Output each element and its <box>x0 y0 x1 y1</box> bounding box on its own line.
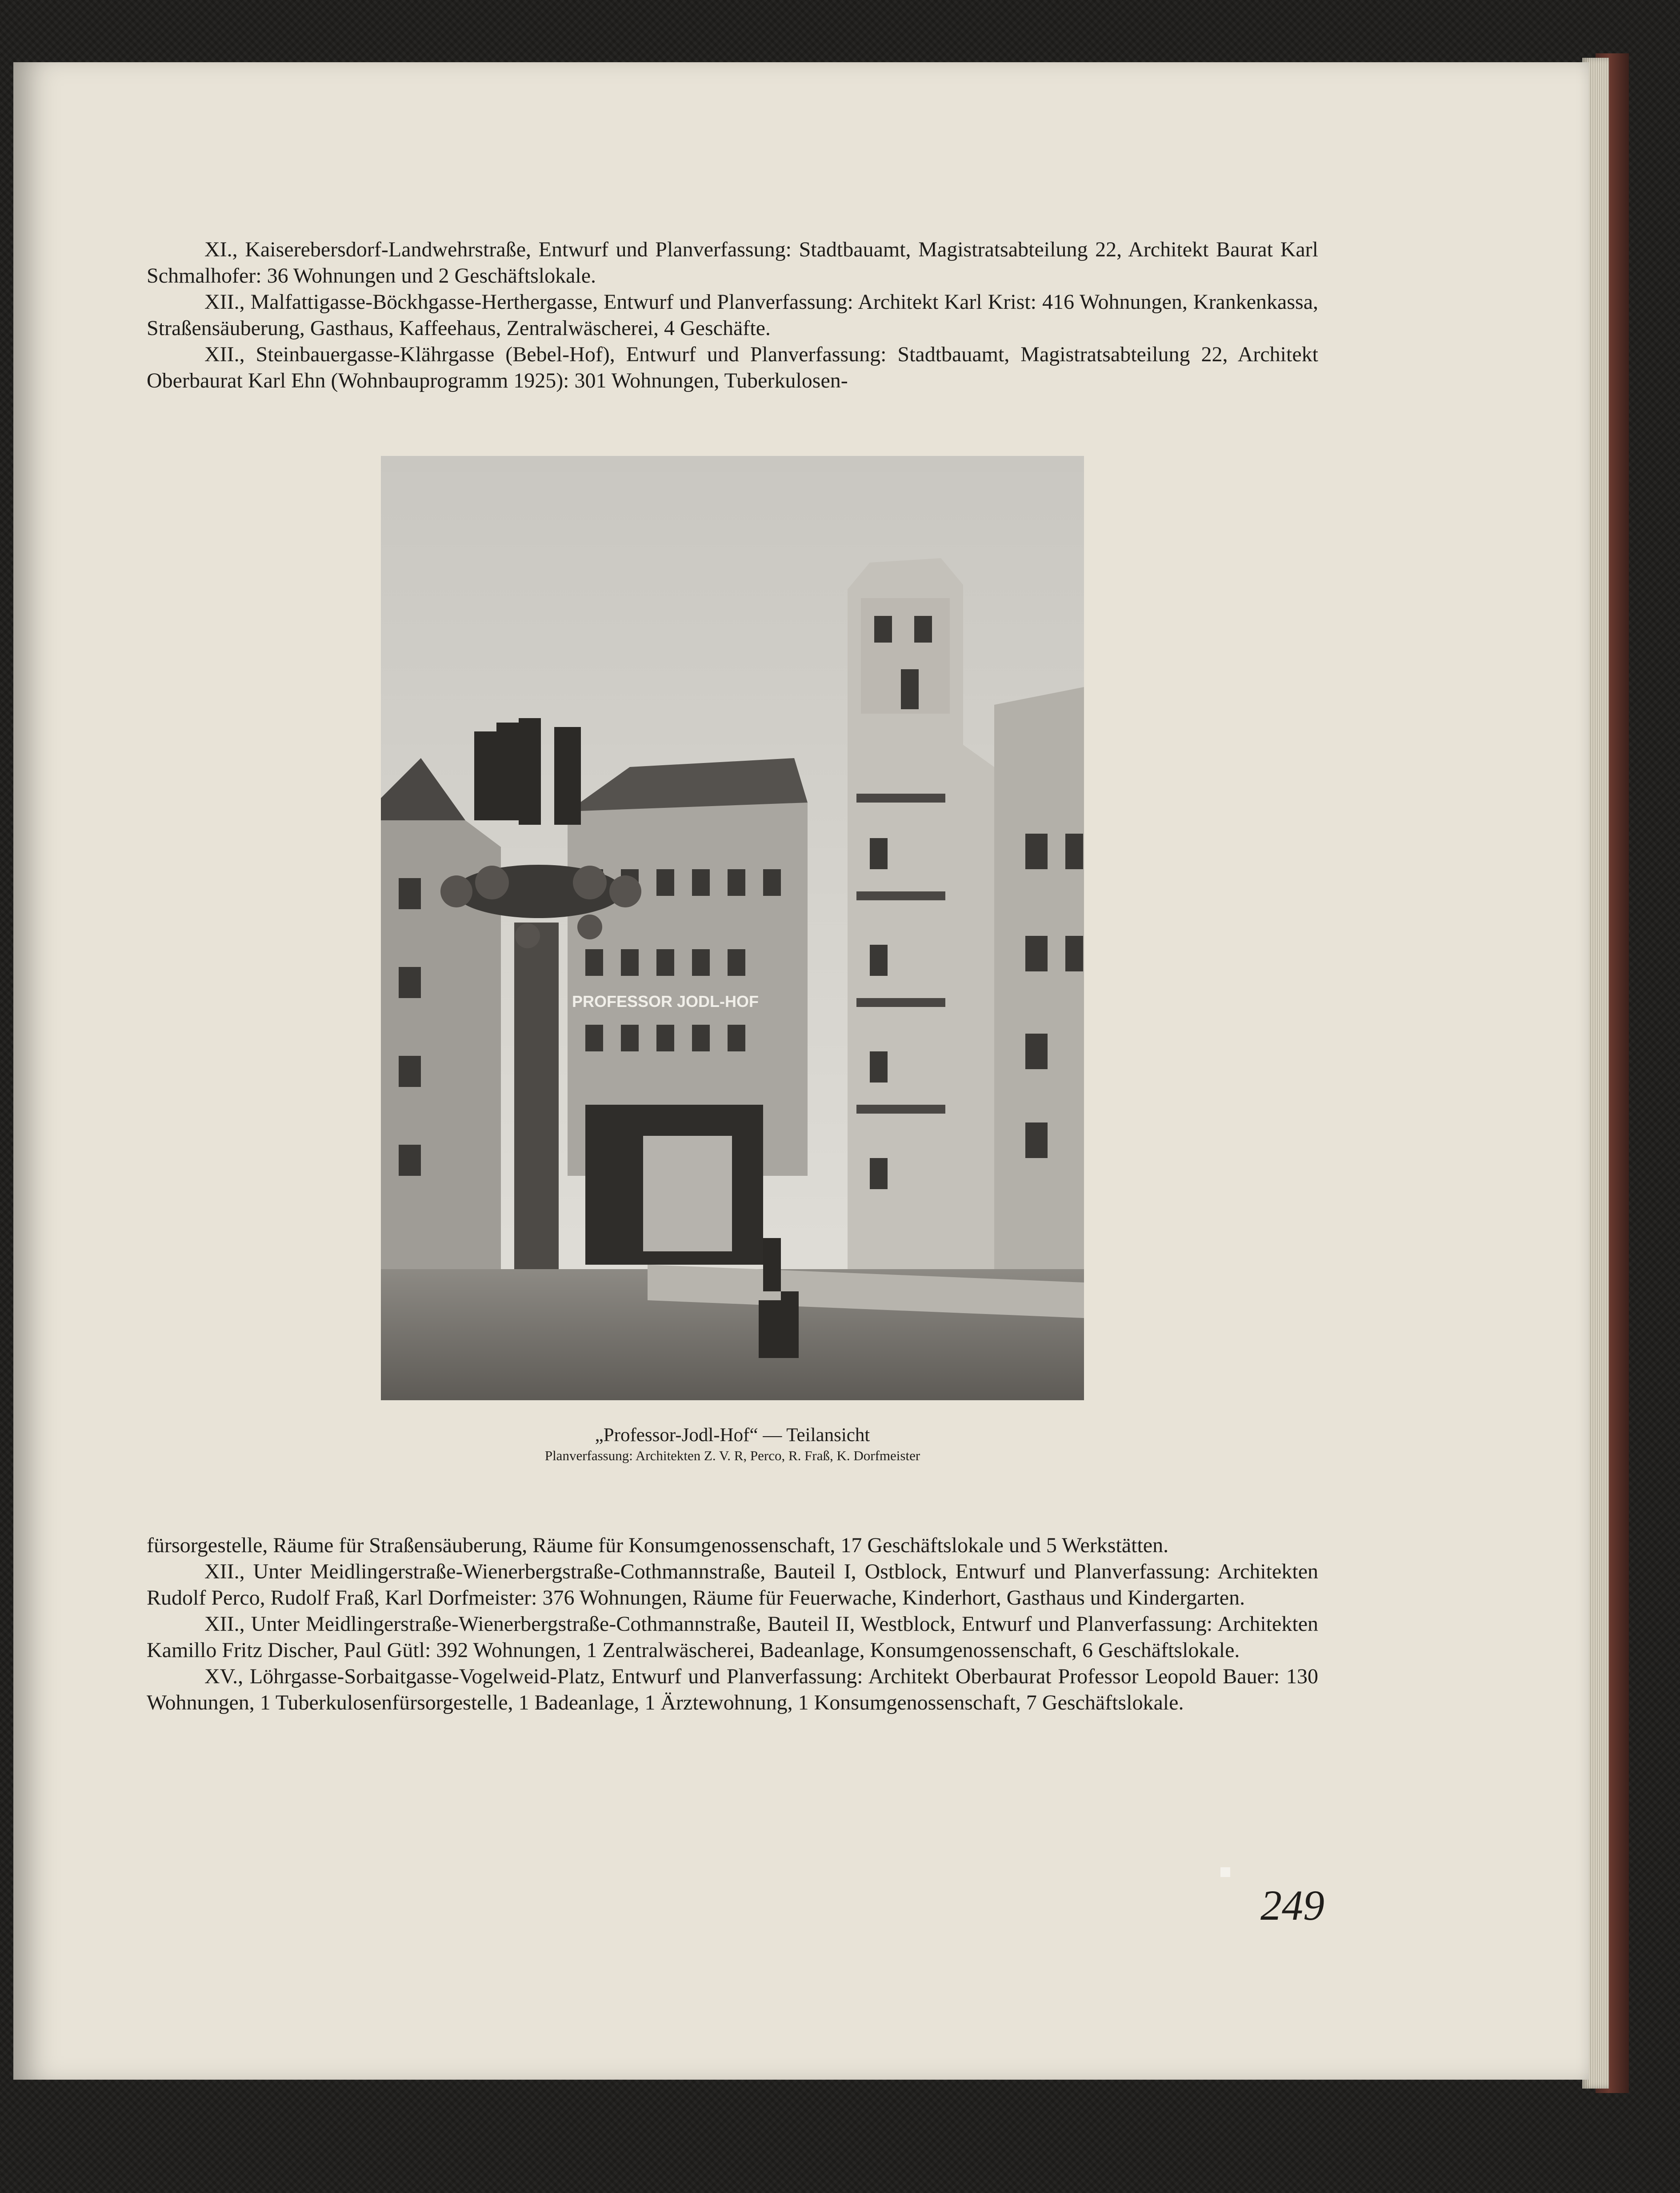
photo-caption-title: „Professor-Jodl-Hof“ — Teilansicht <box>595 1425 870 1446</box>
paragraph: XII., Unter Meidlingerstraße-Wienerbergstraße-Cothmannstraße, Bauteil II, Westblock, Entwurf und Planverfassung: Architekten Kamillo Fritz Discher, Paul Gütl: 392 Wohnungen, 1 Zentralwäscherei, Badeanlage, Konsumgenossenschaft, 6 Geschäftslokale. <box>147 1612 1318 1662</box>
paragraph: XII., Steinbauergasse-Klährgasse (Bebel-Hof), Entwurf und Planverfassung: Stadtbauamt, Magistratsabteilung 22, Architekt Oberbaurat Karl Ehn (Wohnbauprogramm 1925): 301 Wohnungen, Tuberkulosen- <box>147 343 1318 392</box>
paragraph: XII., Unter Meidlingerstraße-Wienerbergstraße-Cothmannstraße, Bauteil I, Ostblock, Entwurf und Planverfassung: Architekten Rudolf Perco, Rudolf Fraß, Karl Dorfmeister: 376 Wohnungen, Räume für Feuerwache, Kinderhort, Gasthaus und Kindergarten. <box>147 1560 1318 1610</box>
paper-speck <box>1220 1867 1230 1877</box>
paragraph: XII., Malfattigasse-Böckhgasse-Herthergasse, Entwurf und Planverfassung: Architekt Karl Krist: 416 Wohnungen, Krankenkassa, Straßensäuberung, Gasthaus, Kaffeehaus, Zentralwäscherei, 4 Geschäfte. <box>147 290 1318 340</box>
paragraph: fürsorgestelle, Räume für Straßensäuberung, Räume für Konsumgenossenschaft, 17 Geschäftslokale und 5 Werkstätten. <box>147 1534 1169 1557</box>
building-sign-text: PROFESSOR JODL-HOF <box>572 992 759 1011</box>
paragraph: XI., Kaiserebersdorf-Landwehrstraße, Entwurf und Planverfassung: Stadtbauamt, Magistratsabteilung 22, Architekt Baurat Karl Schmalhofer: 36 Wohnungen und 2 Geschäftslokale. <box>147 238 1318 288</box>
top-text-block <box>147 236 1318 394</box>
paragraph: XV., Löhrgasse-Sorbaitgasse-Vogelweid-Platz, Entwurf und Planverfassung: Architekt Oberbaurat Professor Leopold Bauer: 130 Wohnungen, 1 Tuberkulosenfürsorgestelle, 1 Badeanlage, 1 Ärztewohnung, 1 Konsumgenossenschaft, 7 Geschäftslokale. <box>147 1665 1318 1714</box>
page-number: 249 <box>1260 1881 1324 1929</box>
bottom-text-block <box>147 1532 1318 1716</box>
building-photo <box>381 456 1084 1400</box>
photo-caption-credit: Planverfassung: Architekten Z. V. R, Perco, R. Fraß, K. Dorfmeister <box>544 1448 920 1463</box>
